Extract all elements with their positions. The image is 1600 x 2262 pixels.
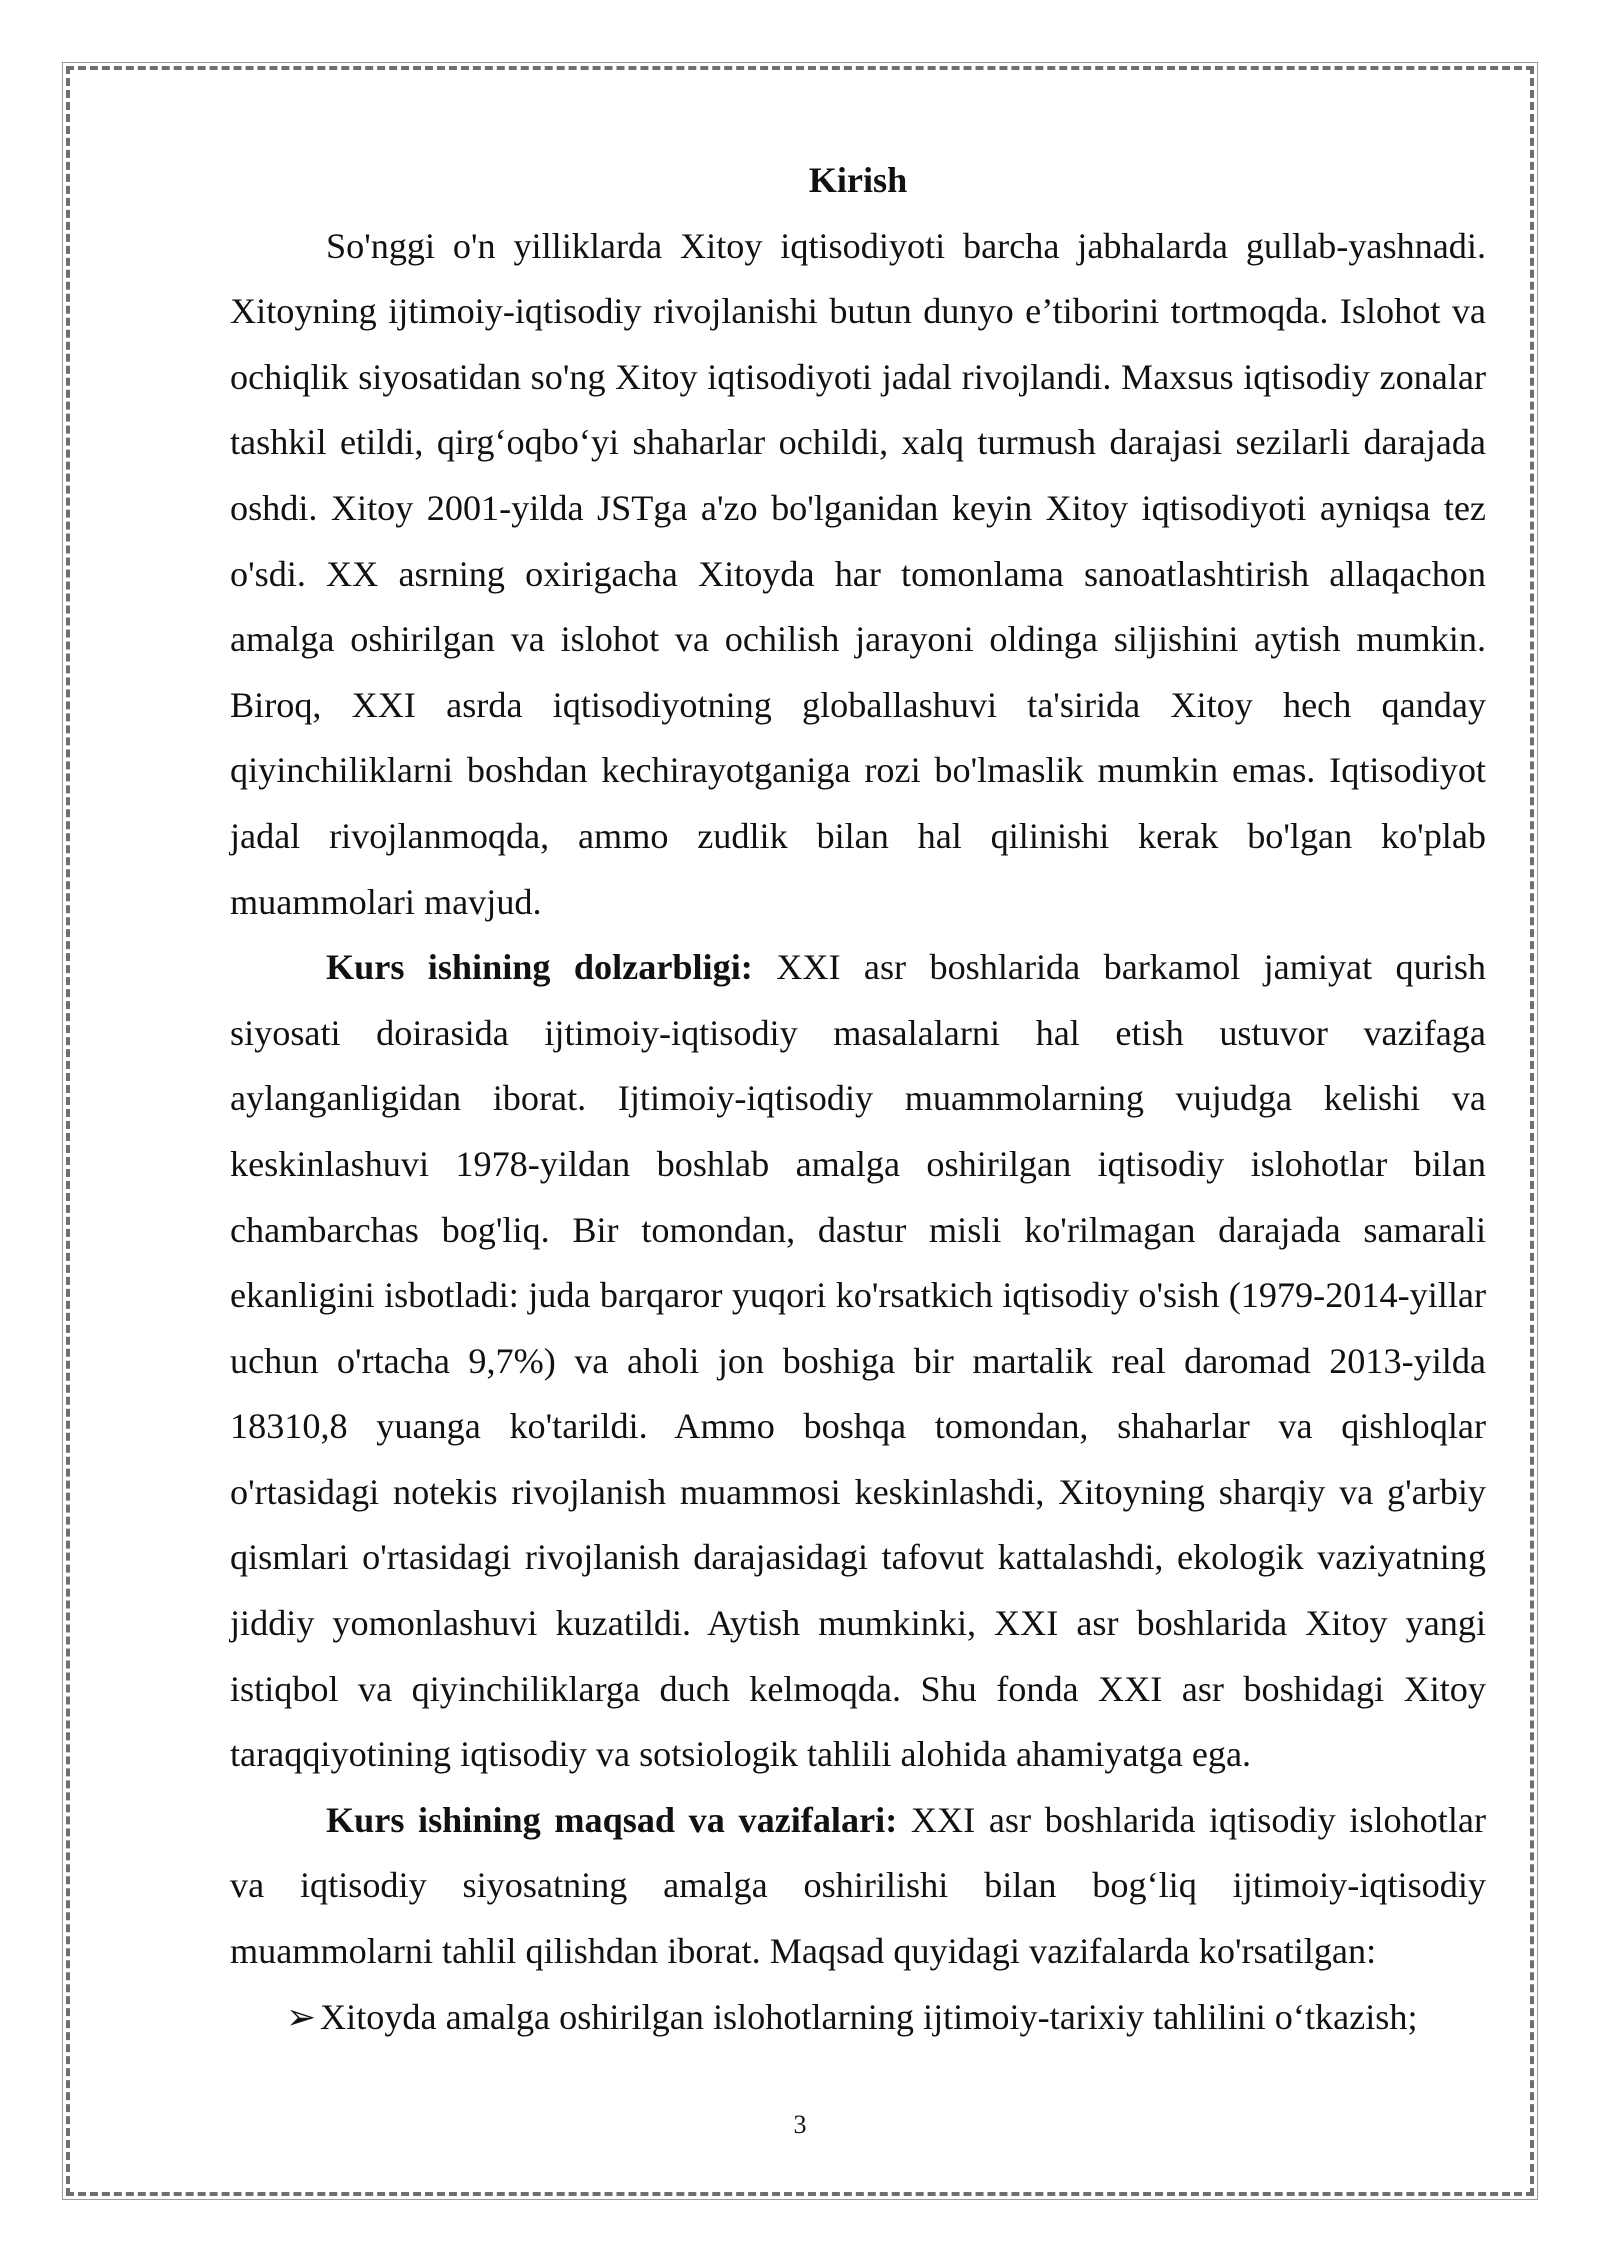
goals-text: XXI asr boshlarida iqtisodiy islohotlar va iqtisodiy siyosatning amalga oshirilishi bilan bog‘liq ijtimoiy-iqtisodiy muammolarni tahlil qilishdan iborat. Maqsad quyidagi vazifalarda ko'rsatilgan: (230, 1799, 1486, 1972)
list-item-text: Xitoyda amalga oshirilgan islohotlarning ijtimoiy-tarixiy tahlilini o‘tkazish; (320, 1996, 1418, 2037)
list-item (286, 1985, 1486, 2051)
relevance-label: Kurs ishining dolzarbligi: (326, 947, 753, 988)
relevance-text: XXI asr boshlarida barkamol jamiyat qurish siyosati doirasida ijtimoiy-iqtisodiy masalalarni hal etish ustuvor vazifaga aylanganligidan iborat. Ijtimoiy-iqtisodiy muammolarning vujudga kelishi va keskinlashuvi 1978-yildan boshlab amalga oshirilgan iqtisodiy islohotlar bilan chambarchas bog'liq. Bir tomondan, dastur misli ko'rilmagan darajada samarali ekanligini isbotladi: juda barqaror yuqori ko'rsatkich iqtisodiy o'sish (1979-2014-yillar uchun o'rtacha 9,7%) va aholi jon boshiga bir martalik real daromad 2013-yilda 18310,8 yuanga ko'tarildi. Ammo boshqa tomondan, shaharlar va qishloqlar o'rtasidagi notekis rivojlanish muammosi keskinlashdi, Xitoyning sharqiy va g'arbiy qismlari o'rtasidagi rivojlanish darajasidagi tafovut kattalashdi, ekologik vaziyatning jiddiy yomonlashuvi kuzatildi. Aytish mumkinki, XXI asr boshlarida Xitoy yangi istiqbol va qiyinchiliklarga duch kelmoqda. Shu fonda XXI asr boshidagi Xitoy taraqqiyotining iqtisodiy va sotsiologik tahlili alohida ahamiyatga ega. (230, 947, 1487, 1775)
goals-paragraph (230, 1788, 1486, 1985)
section-heading: Kirish (808, 160, 908, 200)
relevance-paragraph (230, 935, 1486, 1788)
document-body (230, 148, 1486, 2050)
intro-paragraph: So'nggi o'n yilliklarda Xitoy iqtisodiyoti barcha jabhalarda gullab-yashnadi. Xitoyning ijtimoiy-iqtisodiy rivojlanishi butun dunyo e’tiborini tortmoqda. Islohot va ochiqlik siyosatidan so'ng Xitoy iqtisodiyoti jadal rivojlandi. Maxsus iqtisodiy zonalar tashkil etildi, qirg‘oqbo‘yi shaharlar ochildi, xalq turmush darajasi sezilarli darajada oshdi. Xitoy 2001-yilda JSTga a'zo bo'lganidan keyin Xitoy iqtisodiyoti ayniqsa tez o'sdi. XX asrning oxirigacha Xitoyda har tomonlama sanoatlashtirish allaqachon amalga oshirilgan va islohot va ochilish jarayoni oldinga siljishini aytish mumkin. Biroq, XXI asrda iqtisodiyotning globallashuvi ta'sirida Xitoy hech qanday qiyinchiliklarni boshdan kechirayotganiga rozi bo'lmaslik mumkin emas. Iqtisodiyot jadal rivojlanmoqda, ammo zudlik bilan hal qilinishi kerak bo'lgan ko'plab muammolari mavjud. (230, 225, 1486, 922)
goals-label: Kurs ishining maqsad va vazifalari: (326, 1799, 898, 1840)
page-number: 3 (793, 2110, 807, 2139)
arrow-bullet-icon: ➢ (286, 1996, 317, 2037)
